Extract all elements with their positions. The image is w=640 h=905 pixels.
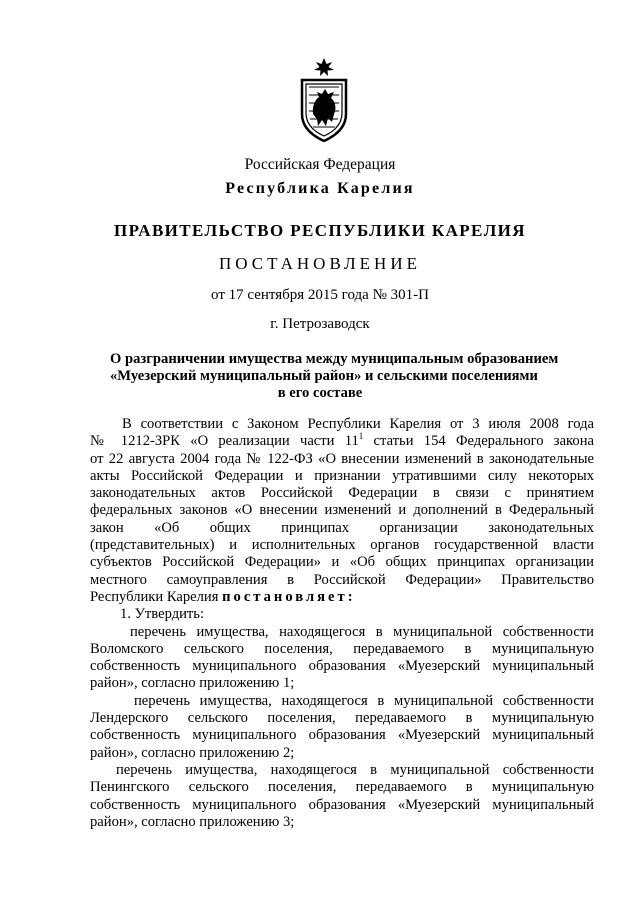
list-item-line: перечень имущества, находящегося в муниципальной собственности	[134, 692, 594, 709]
document-date-number: от 17 сентября 2015 года № 301-П	[211, 287, 429, 303]
body-line: закон «Об общих принципах организации законодательных	[90, 519, 594, 536]
list-item-line: район», согласно приложению 3;	[90, 813, 295, 830]
body-line: федеральных законов «О внесении изменений и дополнений в Федеральный	[90, 502, 594, 519]
decree-verb: постановляет:	[222, 588, 356, 605]
country-name: Российская Федерация	[244, 156, 396, 173]
item-heading: 1. Утвердить:	[120, 606, 205, 623]
list-item-line: собственность муниципального образования «Муезерский муниципальный	[90, 796, 594, 813]
list-item-line: район», согласно приложению 1;	[90, 675, 295, 692]
list-item-line: собственность муниципального образования «Муезерский муниципальный	[90, 727, 594, 744]
body-line: от 22 августа 2004 года № 122-ФЗ «О внесении изменений в законодательные	[90, 450, 594, 467]
body-line: (представительных) и исполнительных органов государственной власти	[90, 537, 594, 554]
list-item-line: Пенингского сельского поселения, передаваемого в муниципальную	[90, 779, 594, 796]
title-line: «Муезерский муниципальный район» и сельскими поселениями	[110, 368, 538, 384]
document-body	[90, 416, 594, 831]
body-line: местного самоуправления в Российской Федерации» Правительство	[90, 571, 594, 588]
title-line: О разграничении имущества между муниципальным образованием	[110, 351, 559, 367]
body-line: Республики Карелия постановляет:	[90, 588, 356, 605]
title-line: в его составе	[277, 385, 363, 401]
document-city: г. Петрозаводск	[270, 316, 370, 332]
body-line: субъектов Российской Федерации» и «Об общих принципах организации	[90, 554, 594, 571]
body-line: законодательных актов Российской Федерации в связи с принятием	[90, 485, 594, 502]
document-title	[110, 351, 559, 402]
list-item-line: перечень имущества, находящегося в муниципальной собственности	[116, 761, 594, 778]
superscript: 1	[358, 431, 364, 442]
list-item-line: перечень имущества, находящегося в муниципальной собственности	[130, 623, 594, 640]
government-name: ПРАВИТЕЛЬСТВО РЕСПУБЛИКИ КАРЕЛИЯ	[114, 221, 526, 240]
list-item-line: собственность муниципального образования «Муезерский муниципальный	[90, 658, 594, 675]
coat-of-arms-emblem	[297, 56, 351, 142]
body-line: № 1212-ЗРК «О реализации части $11^1$ статьи 154 Федерального закона	[90, 431, 594, 450]
republic-name: Республика Карелия	[225, 180, 415, 197]
list-item-line: Воломского сельского поселения, передаваемого в муниципальную	[90, 640, 594, 657]
document-type: ПОСТАНОВЛЕНИЕ	[218, 254, 421, 273]
body-line: В соответствии с Законом Республики Карелия от 3 июля 2008 года	[122, 416, 594, 432]
list-item-line: район», согласно приложению 2;	[90, 744, 295, 761]
list-item-line: Лендерского сельского поселения, передаваемого в муниципальную	[90, 710, 594, 727]
body-line: акты Российской Федерации и признании утратившими силу некоторых	[90, 467, 594, 484]
